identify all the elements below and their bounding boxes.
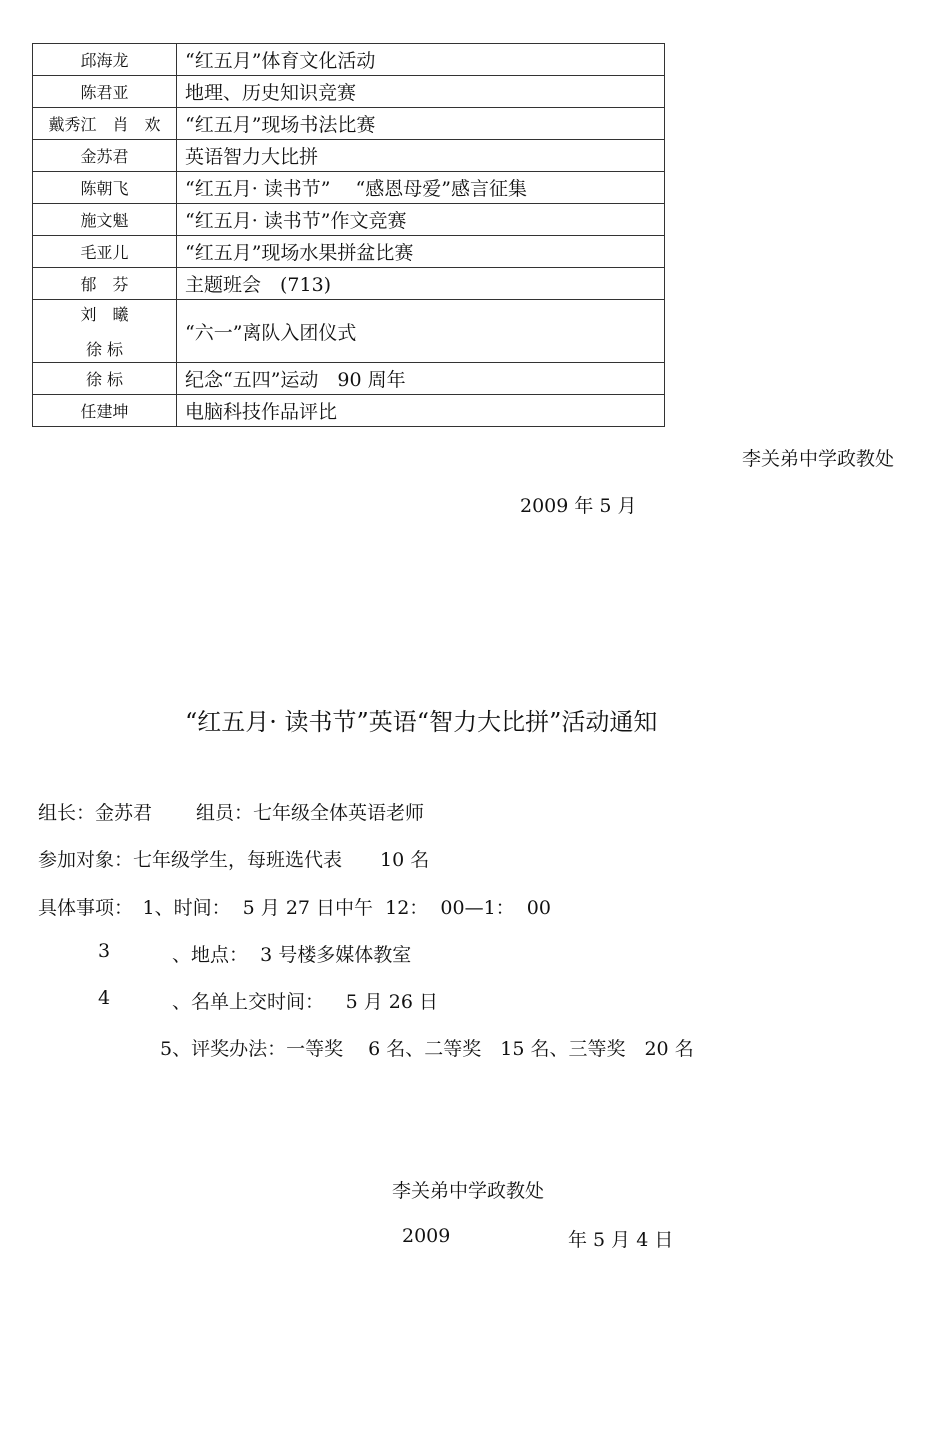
signature-date-2-rest: 年 5 月 4 日: [568, 1229, 674, 1251]
activity-cell: “六一”离队入团仪式: [177, 300, 665, 363]
responsible-person: 陈朝飞: [80, 179, 129, 198]
responsible-person: 毛亚儿: [80, 243, 129, 262]
responsible-person: 刘 曦: [80, 305, 129, 324]
notice-item-5: 5、评奖办法：一等奖 6 名、二等奖 15 名、三等奖 20 名: [160, 1038, 694, 1060]
responsible-person: 郁 芬: [80, 275, 129, 294]
responsible-person-cell: [33, 204, 177, 236]
table-row: [33, 108, 665, 140]
table-row: [33, 204, 665, 236]
signature-org-1: 李关弟中学政教处: [742, 448, 895, 470]
responsible-person: 徐 标: [85, 340, 124, 359]
table-row: [33, 268, 665, 300]
table-row: [33, 300, 665, 363]
table-row: [33, 395, 665, 427]
responsible-person-cell: [33, 140, 177, 172]
table-row: [33, 76, 665, 108]
signature-org-2: 李关弟中学政教处: [392, 1180, 545, 1202]
responsible-person-cell: [33, 363, 177, 395]
responsible-person-cell: [33, 268, 177, 300]
activity-cell: 纪念“五四”运动 90 周年: [177, 363, 665, 395]
activity-cell: 地理、历史知识竞赛: [177, 76, 665, 108]
notice-title: “红五月· 读书节”英语“智力大比拼”活动通知: [185, 708, 658, 736]
responsible-person: 任建坤: [80, 402, 129, 421]
activity-cell: “红五月· 读书节” “感恩母爱”感言征集: [177, 172, 665, 204]
notice-item-4: 、名单上交时间： 5 月 26 日: [172, 991, 438, 1013]
activity-cell: “红五月”体育文化活动: [177, 44, 665, 76]
notice-item-4-number: 4: [98, 987, 111, 1009]
signature-date-1: 2009 年 5 月: [520, 495, 637, 517]
responsible-person: 施文魁: [80, 211, 129, 230]
activity-cell: 主题班会 (713): [177, 268, 665, 300]
responsible-person: 金苏君: [80, 147, 129, 166]
activity-cell: “红五月”现场水果拼盆比赛: [177, 236, 665, 268]
responsible-person: 徐 标: [85, 370, 124, 389]
schedule-table: [32, 43, 665, 427]
responsible-person-cell: [33, 395, 177, 427]
notice-participants-line: 参加对象：七年级学生，每班选代表 10 名: [38, 849, 430, 871]
responsible-person-cell: [33, 300, 177, 363]
notice-item-1: 具体事项： 1、时间： 5 月 27 日中午 12： 00—1： 00: [38, 897, 551, 919]
activity-cell: 电脑科技作品评比: [177, 395, 665, 427]
signature-date-2-year: 2009: [402, 1225, 451, 1247]
activity-cell: “红五月”现场书法比赛: [177, 108, 665, 140]
table-row: [33, 236, 665, 268]
responsible-person-cell: [33, 44, 177, 76]
responsible-person: 邱海龙: [80, 51, 129, 70]
activity-cell: “红五月· 读书节”作文竞赛: [177, 204, 665, 236]
notice-item-3-number: 3: [98, 940, 111, 962]
table-row: [33, 140, 665, 172]
table-row: [33, 44, 665, 76]
responsible-person: 戴秀江 肖 欢: [48, 115, 161, 134]
notice-item-3: 、地点： 3 号楼多媒体教室: [172, 944, 412, 966]
table-row: [33, 363, 665, 395]
table-row: [33, 172, 665, 204]
responsible-person-cell: [33, 236, 177, 268]
responsible-person: 陈君亚: [80, 83, 129, 102]
responsible-person-cell: [33, 76, 177, 108]
activity-cell: 英语智力大比拼: [177, 140, 665, 172]
notice-leader-line: 组长：金苏君 组员：七年级全体英语老师: [38, 802, 425, 824]
responsible-person-cell: [33, 108, 177, 140]
responsible-person-cell: [33, 172, 177, 204]
